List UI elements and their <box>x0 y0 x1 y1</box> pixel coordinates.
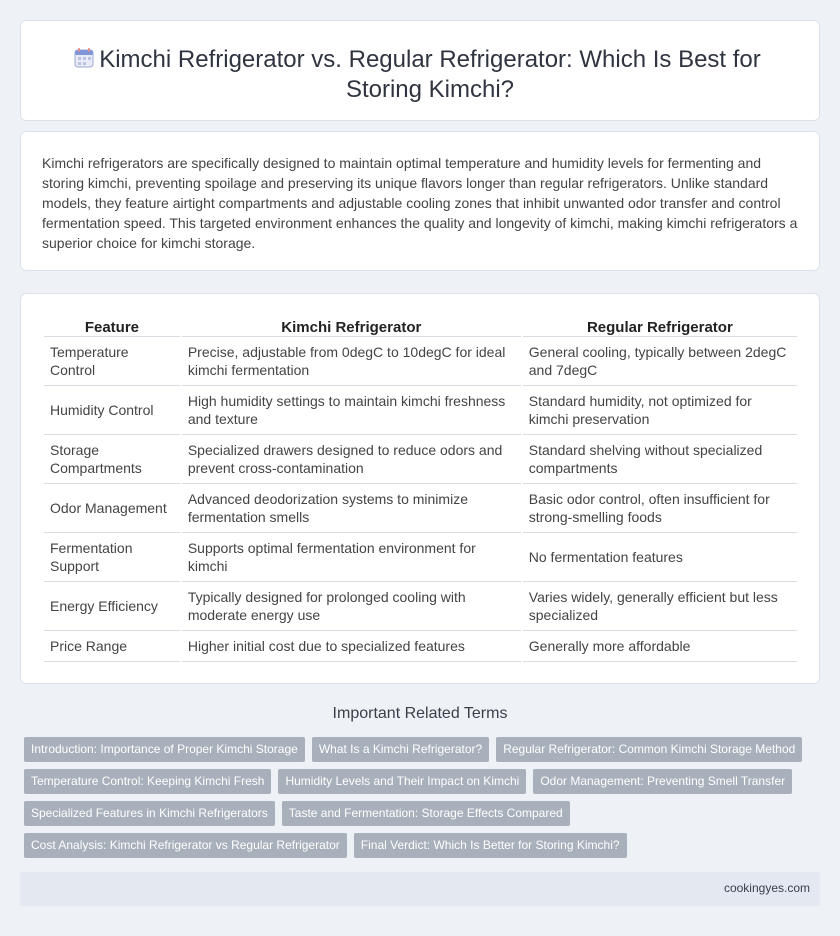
table-cell: Standard humidity, not optimized for kimchi preservation <box>523 386 797 435</box>
comparison-table-card <box>20 293 820 684</box>
table-row <box>44 337 797 386</box>
site-link[interactable]: cookingyes.com <box>723 881 810 895</box>
table-cell: Typically designed for prolonged cooling with moderate energy use <box>182 582 521 631</box>
tag-row <box>24 769 814 801</box>
related-term-tag[interactable]: Final Verdict: Which Is Better for Storing Kimchi? <box>354 833 627 858</box>
table-cell: High humidity settings to maintain kimchi freshness and texture <box>182 386 521 435</box>
table-cell: Standard shelving without specialized compartments <box>523 435 797 484</box>
table-row <box>44 435 797 484</box>
table-cell: Advanced deodorization systems to minimize fermentation smells <box>182 484 521 533</box>
related-term-tag[interactable]: Specialized Features in Kimchi Refrigerators <box>24 801 275 826</box>
table-cell: Energy Efficiency <box>44 582 180 631</box>
column-header: Kimchi Refrigerator <box>182 316 521 337</box>
table-cell: General cooling, typically between 2degC and 7degC <box>523 337 797 386</box>
table-row <box>44 386 797 435</box>
related-term-tag[interactable]: Introduction: Importance of Proper Kimchi Storage <box>24 737 305 762</box>
table-cell: Supports optimal fermentation environment for kimchi <box>182 533 521 582</box>
related-term-tag[interactable]: Taste and Fermentation: Storage Effects Compared <box>282 801 570 826</box>
table-cell: No fermentation features <box>523 533 797 582</box>
tag-row <box>24 833 814 865</box>
table-header-row <box>44 316 797 337</box>
table-cell: Specialized drawers designed to reduce odors and prevent cross-contamination <box>182 435 521 484</box>
footer-bar <box>20 872 820 906</box>
column-header: Feature <box>44 316 180 337</box>
table-cell: Price Range <box>44 631 180 662</box>
related-term-tag[interactable]: What Is a Kimchi Refrigerator? <box>312 737 489 762</box>
table-cell: Odor Management <box>44 484 180 533</box>
table-row <box>44 533 797 582</box>
page-title: Kimchi Refrigerator vs. Regular Refrigerator: Which Is Best for Storing Kimchi? <box>99 46 761 103</box>
related-term-tag[interactable]: Odor Management: Preventing Smell Transfer <box>533 769 792 794</box>
column-header: Regular Refrigerator <box>523 316 797 337</box>
table-cell: Higher initial cost due to specialized features <box>182 631 521 662</box>
intro-card <box>20 131 820 271</box>
table-cell: Basic odor control, often insufficient for strong-smelling foods <box>523 484 797 533</box>
related-terms-list <box>24 737 814 865</box>
tag-row <box>24 737 814 769</box>
table-cell: Temperature Control <box>44 337 180 386</box>
related-term-tag[interactable]: Humidity Levels and Their Impact on Kimchi <box>278 769 526 794</box>
table-cell: Generally more affordable <box>523 631 797 662</box>
comparison-table <box>42 316 799 662</box>
table-row <box>44 484 797 533</box>
intro-paragraph: Kimchi refrigerators are specifically designed to maintain optimal temperature and humidity levels for fermenting and storing kimchi, preventing spoilage and preserving its unique flavors longer than regular refrigerators. Unlike standard models, they feature airtight compartments and adjustable cooling zones that inhibit unwanted odor transfer and control fermentation speed. This targeted environment enhances the quality and longevity of kimchi, making kimchi refrigerators a superior choice for kimchi storage. <box>42 155 798 251</box>
table-row <box>44 582 797 631</box>
header-card <box>20 20 820 121</box>
table-cell: Varies widely, generally efficient but less specialized <box>523 582 797 631</box>
table-cell: Fermentation Support <box>44 533 180 582</box>
tag-row <box>24 801 814 833</box>
related-terms-title: Important Related Terms <box>332 705 508 722</box>
table-cell: Storage Compartments <box>44 435 180 484</box>
related-term-tag[interactable]: Regular Refrigerator: Common Kimchi Storage Method <box>496 737 802 762</box>
table-cell: Humidity Control <box>44 386 180 435</box>
table-cell: Precise, adjustable from 0degC to 10degC for ideal kimchi fermentation <box>182 337 521 386</box>
related-term-tag[interactable]: Cost Analysis: Kimchi Refrigerator vs Regular Refrigerator <box>24 833 347 858</box>
table-row <box>44 631 797 662</box>
related-term-tag[interactable]: Temperature Control: Keeping Kimchi Fresh <box>24 769 271 794</box>
